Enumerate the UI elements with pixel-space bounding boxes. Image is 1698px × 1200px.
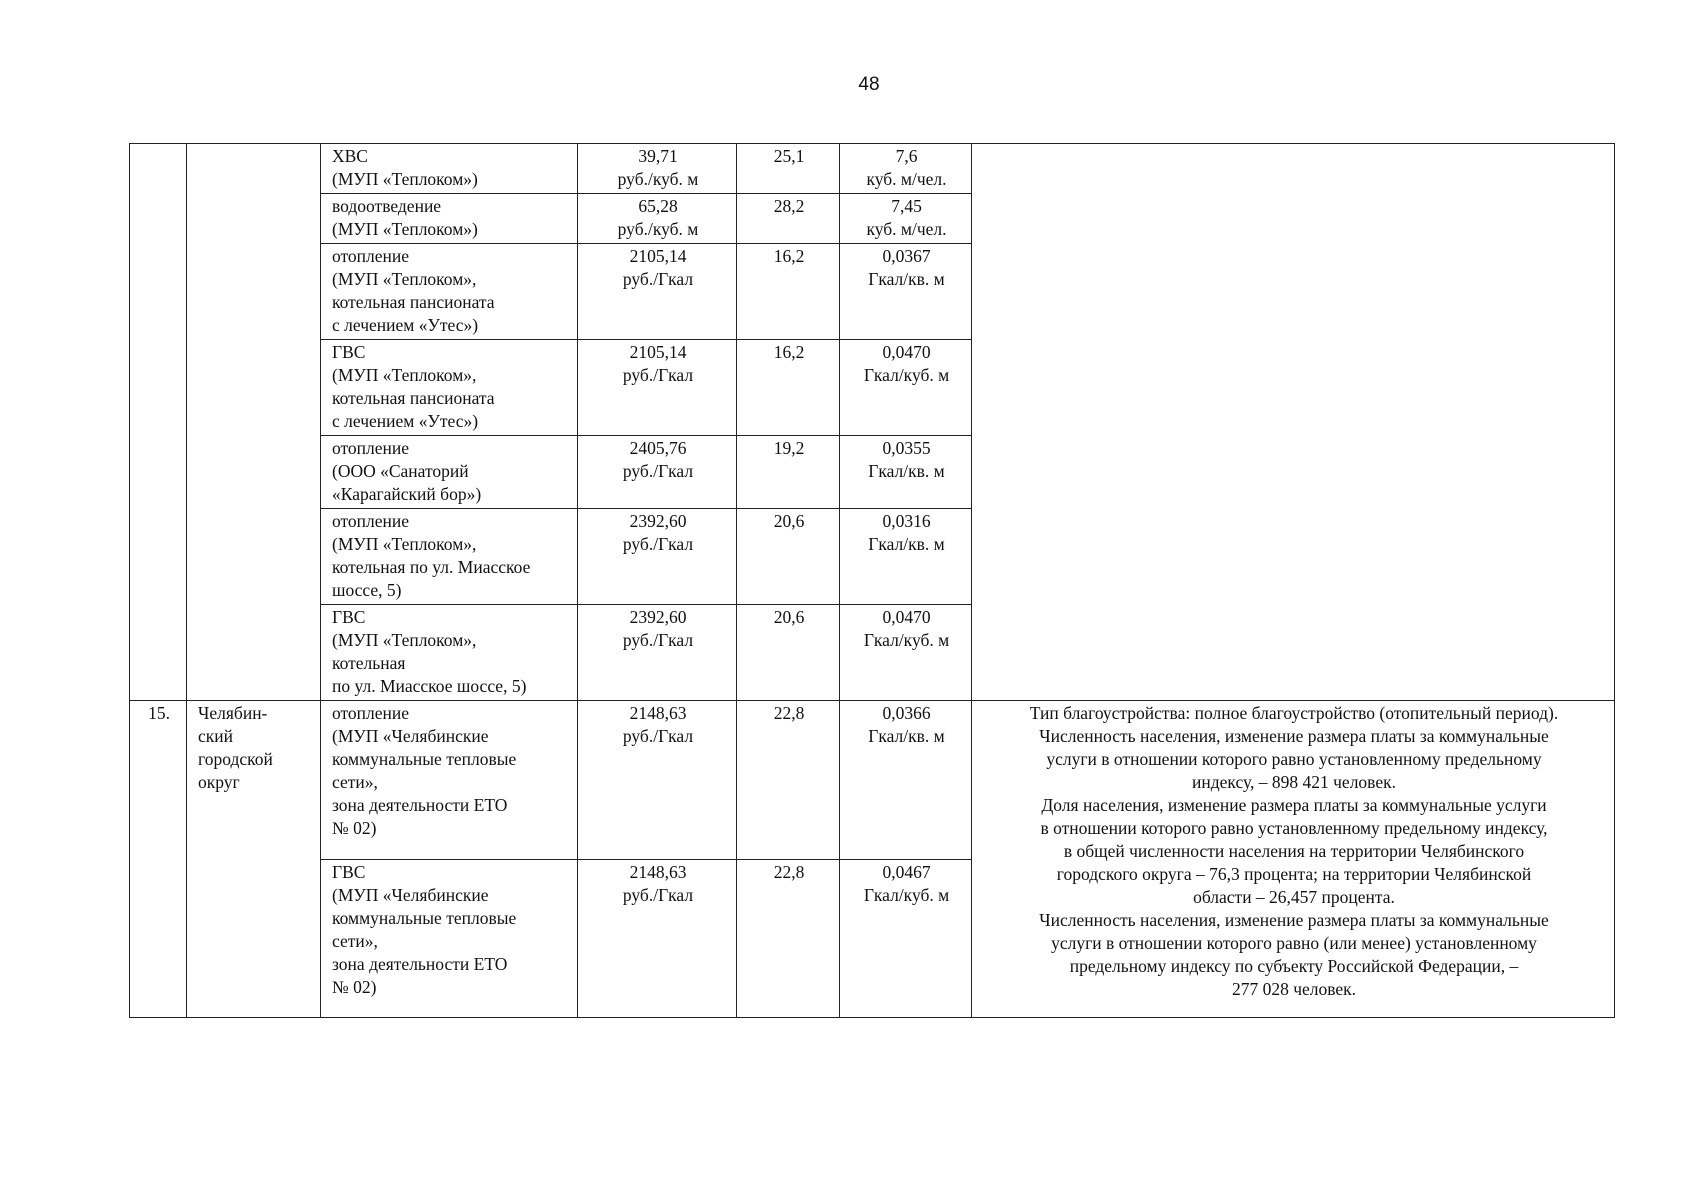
cell-line: 0,0366 bbox=[882, 703, 931, 723]
service-cell bbox=[321, 194, 578, 244]
cell-line: 2148,63 bbox=[629, 703, 687, 723]
cell-line: коммунальные тепловые bbox=[332, 908, 517, 928]
cell-line: Численность населения, изменение размера платы за коммунальные bbox=[1039, 726, 1549, 746]
tariff-cell bbox=[578, 509, 737, 605]
cell-line: куб. м/чел. bbox=[866, 169, 947, 189]
service-cell bbox=[321, 701, 578, 860]
cell-line: индексу, – 898 421 человек. bbox=[1192, 772, 1396, 792]
cell-line: зона деятельности ЕТО bbox=[332, 954, 508, 974]
cell-line: услуги в отношении которого равно установленному предельному bbox=[1046, 749, 1542, 769]
table-row bbox=[130, 701, 1615, 860]
cell-line: 7,45 bbox=[891, 196, 922, 216]
cell-line: № 02) bbox=[332, 977, 377, 997]
note-cell bbox=[972, 701, 1615, 1018]
cell-line: коммунальные тепловые bbox=[332, 749, 517, 769]
cell-line: 0,0470 bbox=[882, 607, 931, 627]
cell-line: 2148,63 bbox=[629, 862, 687, 882]
norm-cell bbox=[840, 144, 972, 194]
cell-line: котельная по ул. Миасское bbox=[332, 557, 531, 577]
cell-line: котельная bbox=[332, 653, 406, 673]
service-cell bbox=[321, 509, 578, 605]
cell-line: Тип благоустройства: полное благоустройство (отопительный период). bbox=[1029, 703, 1559, 723]
cell-line: котельная пансионата bbox=[332, 388, 495, 408]
increase-cell: 20,6 bbox=[737, 509, 840, 605]
increase-cell: 19,2 bbox=[737, 436, 840, 509]
norm-cell bbox=[840, 860, 972, 1018]
service-cell bbox=[321, 244, 578, 340]
cell-line: Гкал/кв. м bbox=[868, 461, 945, 481]
cell-line: в отношении которого равно установленному предельному индексу, bbox=[1040, 818, 1548, 838]
cell-line: 277 028 человек. bbox=[1231, 979, 1357, 999]
cell-line: руб./Гкал bbox=[622, 726, 694, 746]
cell-line: области – 26,457 процента. bbox=[1193, 887, 1395, 907]
cell-line: Гкал/куб. м bbox=[863, 365, 950, 385]
increase-cell: 22,8 bbox=[737, 860, 840, 1018]
cell-line: отопление bbox=[332, 703, 410, 723]
service-cell bbox=[321, 144, 578, 194]
cell-line: (МУП «Теплоком», bbox=[332, 365, 477, 385]
cell-line: услуги в отношении которого равно (или менее) установленному bbox=[1051, 933, 1537, 953]
cell-line: городской bbox=[198, 749, 273, 769]
tariff-cell bbox=[578, 244, 737, 340]
cell-line: руб./Гкал bbox=[622, 269, 694, 289]
tariff-cell bbox=[578, 144, 737, 194]
cell-line: ский bbox=[198, 726, 233, 746]
page-number: 48 bbox=[858, 74, 880, 95]
cell-line: руб./Гкал bbox=[622, 630, 694, 650]
increase-cell: 16,2 bbox=[737, 340, 840, 436]
cell-line: Доля населения, изменение размера платы за коммунальные услуги bbox=[1041, 795, 1547, 815]
cell-line: (МУП «Теплоком», bbox=[332, 269, 477, 289]
norm-cell bbox=[840, 194, 972, 244]
cell-line: руб./Гкал bbox=[622, 461, 694, 481]
increase-cell: 28,2 bbox=[737, 194, 840, 244]
cell-line: сети», bbox=[332, 931, 378, 951]
cell-line: 2392,60 bbox=[629, 607, 687, 627]
tariff-cell bbox=[578, 605, 737, 701]
cell-line: отопление bbox=[332, 438, 410, 458]
cell-line: 2405,76 bbox=[629, 438, 687, 458]
tariff-cell bbox=[578, 860, 737, 1018]
norm-cell bbox=[840, 509, 972, 605]
cell-line: отопление bbox=[332, 246, 410, 266]
cell-line: руб./Гкал bbox=[622, 885, 694, 905]
norm-cell bbox=[840, 701, 972, 860]
cell-line: руб./Гкал bbox=[622, 534, 694, 554]
cell-line: руб./куб. м bbox=[617, 169, 699, 189]
service-cell bbox=[321, 605, 578, 701]
cell-line: (МУП «Теплоком», bbox=[332, 534, 477, 554]
tariff-table bbox=[129, 143, 1615, 1018]
norm-cell bbox=[840, 244, 972, 340]
cell-line: округ bbox=[198, 772, 240, 792]
cell-line: Гкал/кв. м bbox=[868, 269, 945, 289]
cell-line: зона деятельности ЕТО bbox=[332, 795, 508, 815]
cell-line: 2105,14 bbox=[629, 246, 687, 266]
tariff-cell bbox=[578, 194, 737, 244]
service-cell bbox=[321, 436, 578, 509]
cell-line: Гкал/куб. м bbox=[863, 630, 950, 650]
increase-cell: 22,8 bbox=[737, 701, 840, 860]
cell-line: 0,0355 bbox=[882, 438, 931, 458]
cell-line: 2105,14 bbox=[629, 342, 687, 362]
cell-line: котельная пансионата bbox=[332, 292, 495, 312]
table-row bbox=[130, 144, 1615, 194]
cell-line: городского округа – 76,3 процента; на территории Челябинской bbox=[1056, 864, 1532, 884]
service-cell bbox=[321, 340, 578, 436]
cell-line: 65,28 bbox=[638, 196, 678, 216]
cell-line: 2392,60 bbox=[629, 511, 687, 531]
note-cell-empty bbox=[972, 144, 1615, 701]
cell-line: руб./куб. м bbox=[617, 219, 699, 239]
cell-line: Челябин- bbox=[198, 703, 268, 723]
cell-line: отопление bbox=[332, 511, 410, 531]
cell-line: (МУП «Теплоком») bbox=[332, 219, 478, 239]
norm-cell bbox=[840, 605, 972, 701]
cell-line: в общей численности населения на территории Челябинского bbox=[1063, 841, 1525, 861]
cell-line: куб. м/чел. bbox=[866, 219, 947, 239]
cell-line: водоотведение bbox=[332, 196, 442, 216]
municipality-cell bbox=[187, 701, 321, 1018]
cell-line: Гкал/кв. м bbox=[868, 534, 945, 554]
cell-line: 0,0467 bbox=[882, 862, 931, 882]
tariff-cell bbox=[578, 436, 737, 509]
cell-line: 0,0316 bbox=[882, 511, 931, 531]
cell-line: (ООО «Санаторий bbox=[332, 461, 469, 481]
row-number-cell bbox=[130, 144, 187, 701]
increase-cell: 25,1 bbox=[737, 144, 840, 194]
cell-line: (МУП «Челябинские bbox=[332, 885, 489, 905]
cell-line: сети», bbox=[332, 772, 378, 792]
cell-line: предельному индексу по субъекту Российской Федерации, – bbox=[1069, 956, 1519, 976]
cell-line: 39,71 bbox=[638, 146, 678, 166]
cell-line: ГВС bbox=[332, 342, 366, 362]
cell-line: ХВС bbox=[332, 146, 368, 166]
cell-line: 0,0470 bbox=[882, 342, 931, 362]
cell-line: «Карагайский бор») bbox=[332, 484, 482, 504]
norm-cell bbox=[840, 436, 972, 509]
tariff-cell bbox=[578, 701, 737, 860]
cell-line: Гкал/куб. м bbox=[863, 885, 950, 905]
service-cell bbox=[321, 860, 578, 1018]
cell-line: 0,0367 bbox=[882, 246, 931, 266]
cell-line: ГВС bbox=[332, 607, 366, 627]
cell-line: по ул. Миасское шоссе, 5) bbox=[332, 676, 527, 696]
cell-line: руб./Гкал bbox=[622, 365, 694, 385]
cell-line: № 02) bbox=[332, 818, 377, 838]
cell-line: (МУП «Челябинские bbox=[332, 726, 489, 746]
increase-cell: 20,6 bbox=[737, 605, 840, 701]
cell-line: 7,6 bbox=[895, 146, 918, 166]
cell-line: (МУП «Теплоком») bbox=[332, 169, 478, 189]
norm-cell bbox=[840, 340, 972, 436]
cell-line: ГВС bbox=[332, 862, 366, 882]
cell-line: Гкал/кв. м bbox=[868, 726, 945, 746]
municipality-cell bbox=[187, 144, 321, 701]
cell-line: с лечением «Утес») bbox=[332, 411, 479, 431]
tariff-cell bbox=[578, 340, 737, 436]
increase-cell: 16,2 bbox=[737, 244, 840, 340]
cell-line: шоссе, 5) bbox=[332, 580, 402, 600]
cell-line: (МУП «Теплоком», bbox=[332, 630, 477, 650]
cell-line: Численность населения, изменение размера платы за коммунальные bbox=[1039, 910, 1549, 930]
row-number-cell: 15. bbox=[130, 701, 187, 1018]
cell-line: с лечением «Утес») bbox=[332, 315, 479, 335]
